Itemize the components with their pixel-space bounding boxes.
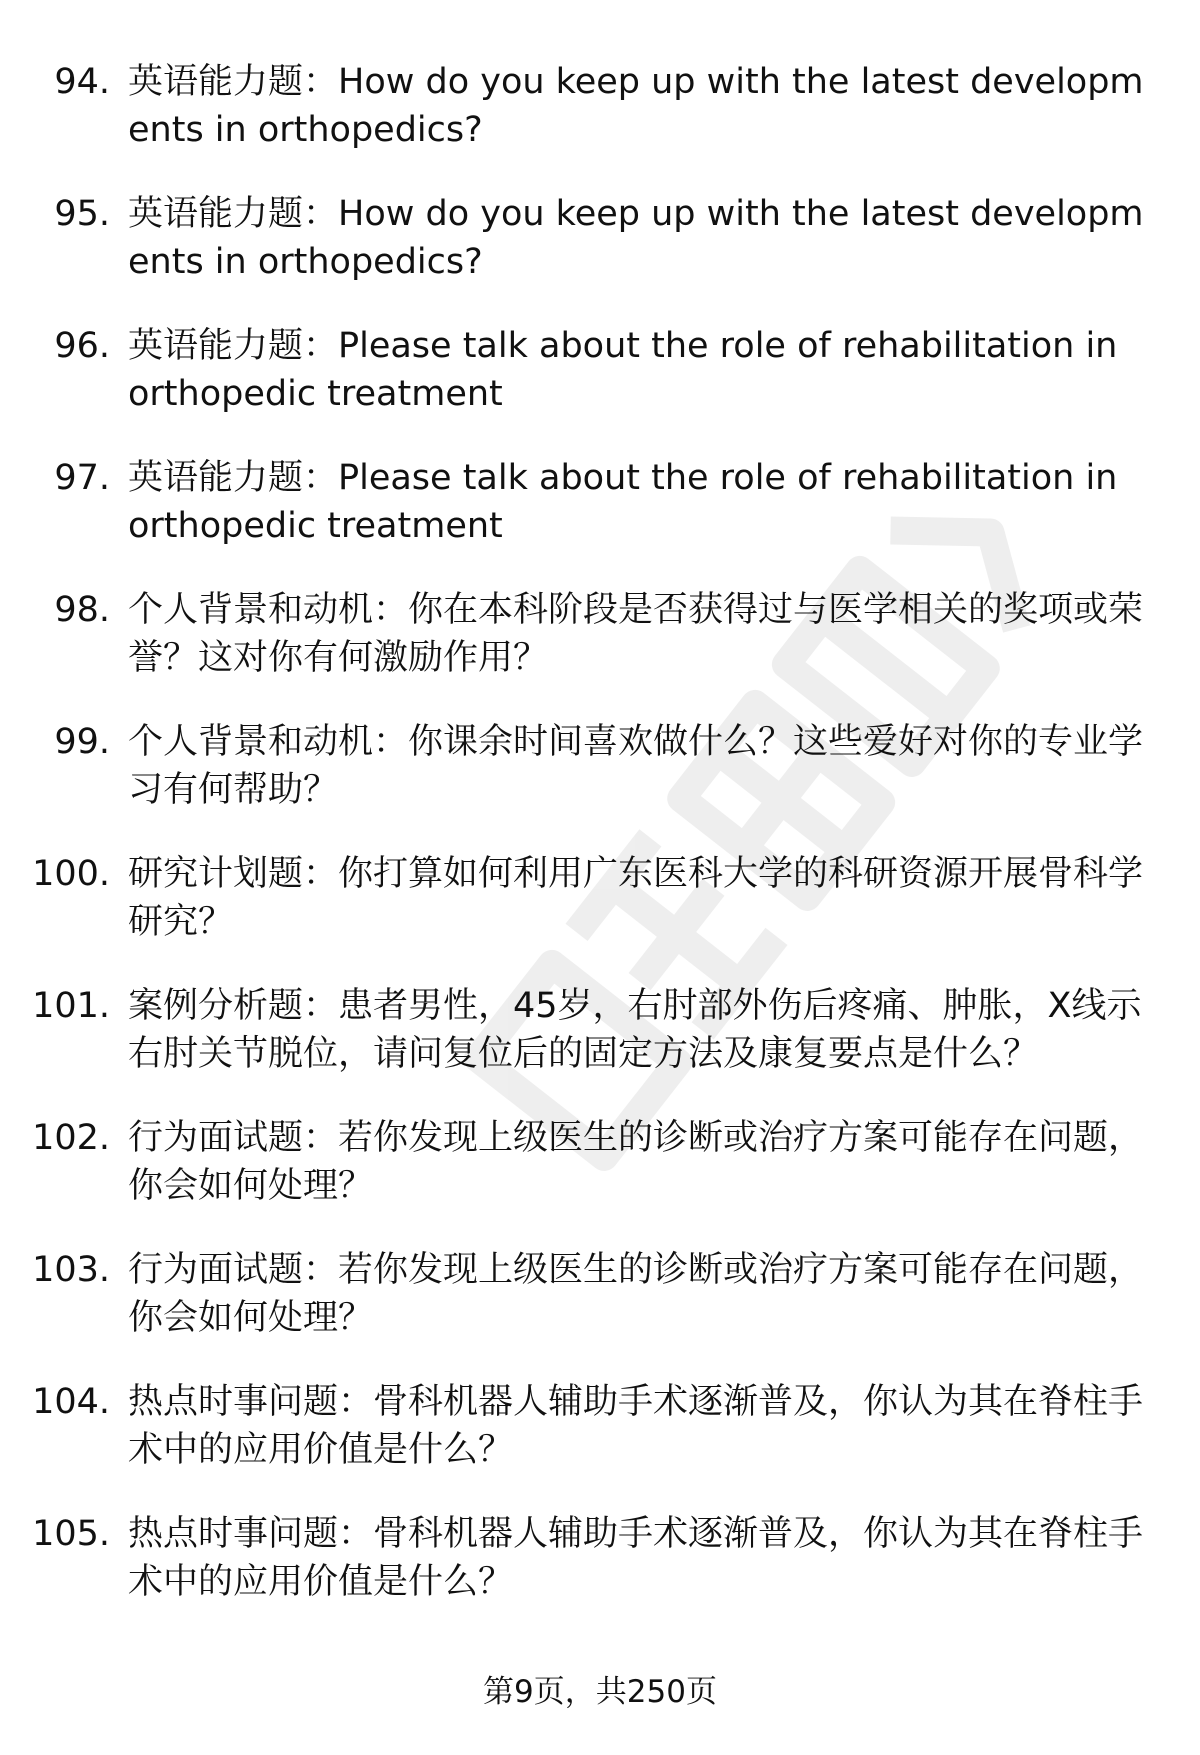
- question-item: [0, 1378, 1200, 1488]
- question-item: [0, 982, 1200, 1092]
- question-item: [0, 850, 1200, 960]
- question-number: 97.: [54, 458, 110, 498]
- question-number: 96.: [54, 326, 110, 366]
- question-item: [0, 1114, 1200, 1224]
- question-number: 104.: [32, 1382, 110, 1422]
- question-text: 研究计划题：你打算如何利用广东医科大学的科研资源开展骨科学研究？: [128, 854, 1144, 942]
- question-text: 个人背景和动机：你课余时间喜欢做什么？这些爱好对你的专业学习有何帮助？: [128, 722, 1144, 810]
- question-number: 98.: [54, 590, 110, 630]
- question-text: 英语能力题：Please talk about the role of rehabilitation in orthopedic treatment: [128, 326, 1118, 414]
- question-item: [0, 718, 1200, 828]
- question-text: 行为面试题：若你发现上级医生的诊断或治疗方案可能存在问题，你会如何处理？: [128, 1118, 1144, 1206]
- question-text: 热点时事问题：骨科机器人辅助手术逐渐普及，你认为其在脊柱手术中的应用价值是什么？: [128, 1382, 1144, 1470]
- question-number: 105.: [32, 1514, 110, 1554]
- question-number: 94.: [54, 62, 110, 102]
- question-number: 100.: [32, 854, 110, 894]
- question-text: 英语能力题：How do you keep up with the latest developments in orthopedics?: [128, 62, 1144, 150]
- question-text: 热点时事问题：骨科机器人辅助手术逐渐普及，你认为其在脊柱手术中的应用价值是什么？: [128, 1514, 1144, 1602]
- question-item: [0, 586, 1200, 696]
- question-item: [0, 1510, 1200, 1620]
- question-text: 案例分析题：患者男性，45岁，右肘部外伤后疼痛、肿胀，X线示右肘关节脱位，请问复位后的固定方法及康复要点是什么？: [128, 986, 1142, 1074]
- question-number: 99.: [54, 722, 110, 762]
- question-item: [0, 1246, 1200, 1356]
- question-text: 行为面试题：若你发现上级医生的诊断或治疗方案可能存在问题，你会如何处理？: [128, 1250, 1144, 1338]
- question-text: 英语能力题：How do you keep up with the latest developments in orthopedics?: [128, 194, 1144, 282]
- question-number: 103.: [32, 1250, 110, 1290]
- question-item: [0, 454, 1200, 564]
- question-number: 101.: [32, 986, 110, 1026]
- question-number: 102.: [32, 1118, 110, 1158]
- question-number: 95.: [54, 194, 110, 234]
- question-text: 英语能力题：Please talk about the role of rehabilitation in orthopedic treatment: [128, 458, 1118, 546]
- question-item: [0, 58, 1200, 168]
- question-item: [0, 322, 1200, 432]
- question-item: [0, 190, 1200, 300]
- question-text: 个人背景和动机：你在本科阶段是否获得过与医学相关的奖项或荣誉？这对你有何激励作用？: [128, 590, 1144, 678]
- page-footer: 第9页，共250页: [483, 1674, 717, 1710]
